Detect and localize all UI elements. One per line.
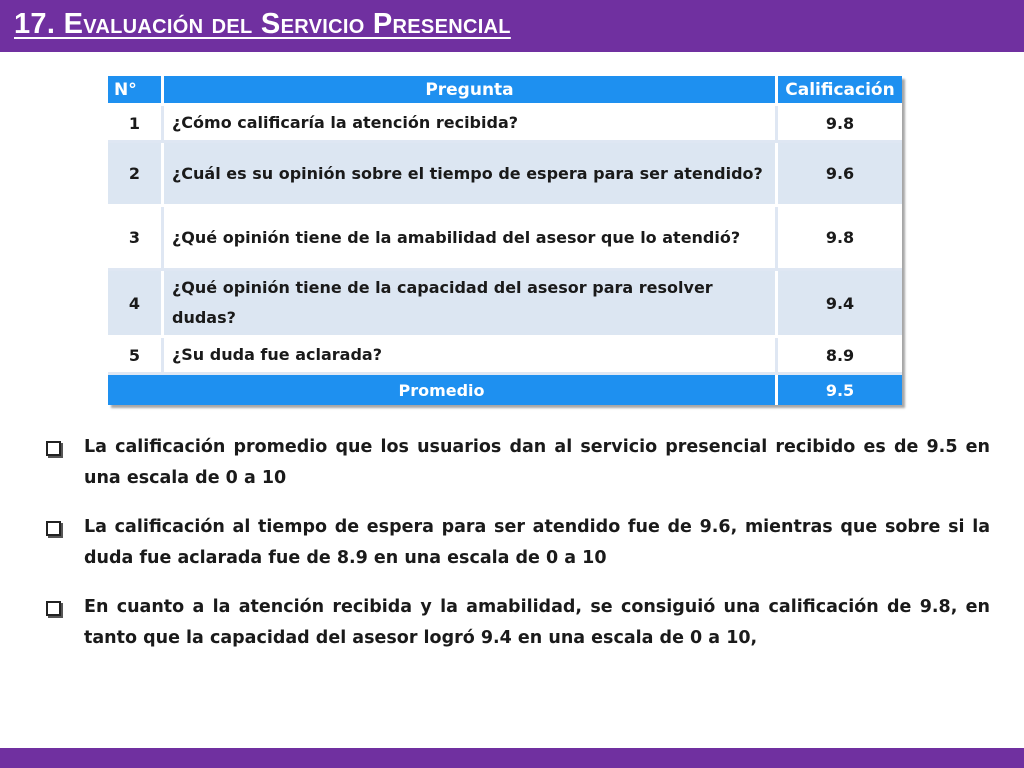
bullet-item xyxy=(40,512,990,574)
table-row xyxy=(108,143,902,207)
row-question: ¿Qué opinión tiene de la amabilidad del asesor que lo atendió? xyxy=(164,207,778,271)
checkbox-icon xyxy=(46,601,61,616)
average-score: 9.5 xyxy=(778,375,902,405)
row-number: 3 xyxy=(108,207,164,271)
column-header-question: Pregunta xyxy=(164,76,778,106)
row-question: ¿Qué opinión tiene de la capacidad del asesor para resolver dudas? xyxy=(164,271,778,338)
row-number: 5 xyxy=(108,338,164,375)
bullet-text: En cuanto a la atención recibida y la amabilidad, se consiguió una calificación de 9.8, en tanto que la capacidad del asesor logró 9.4 en una escala de 0 a 10, xyxy=(84,597,990,648)
bullet-item xyxy=(40,592,990,654)
footer-bar xyxy=(0,748,1024,768)
table-row xyxy=(108,106,902,143)
table-header-row xyxy=(108,76,902,106)
page-title: 17. Evaluación del Servicio Presencial xyxy=(14,8,511,40)
bullet-item xyxy=(40,432,990,494)
summary-bullets xyxy=(40,432,990,672)
row-number: 2 xyxy=(108,143,164,207)
column-header-score: Calificación xyxy=(778,76,902,106)
row-question: ¿Su duda fue aclarada? xyxy=(164,338,778,375)
row-score: 8.9 xyxy=(778,338,902,375)
row-score: 9.6 xyxy=(778,143,902,207)
bullet-text: La calificación promedio que los usuarios dan al servicio presencial recibido es de 9.5 en una escala de 0 a 10 xyxy=(84,437,990,488)
table-row xyxy=(108,338,902,375)
average-label: Promedio xyxy=(108,375,778,405)
column-header-number: N° xyxy=(108,76,164,106)
row-score: 9.4 xyxy=(778,271,902,338)
table-row xyxy=(108,271,902,338)
row-score: 9.8 xyxy=(778,207,902,271)
average-row xyxy=(108,375,902,405)
row-number: 4 xyxy=(108,271,164,338)
checkbox-icon xyxy=(46,441,61,456)
row-score: 9.8 xyxy=(778,106,902,143)
bullet-text: La calificación al tiempo de espera para ser atendido fue de 9.6, mientras que sobre si la duda fue aclarada fue de 8.9 en una escala de 0 a 10 xyxy=(84,517,990,568)
table-row xyxy=(108,207,902,271)
header-bar xyxy=(0,0,1024,52)
row-question: ¿Cuál es su opinión sobre el tiempo de espera para ser atendido? xyxy=(164,143,778,207)
row-number: 1 xyxy=(108,106,164,143)
evaluation-table xyxy=(108,76,902,405)
checkbox-icon xyxy=(46,521,61,536)
row-question: ¿Cómo calificaría la atención recibida? xyxy=(164,106,778,143)
